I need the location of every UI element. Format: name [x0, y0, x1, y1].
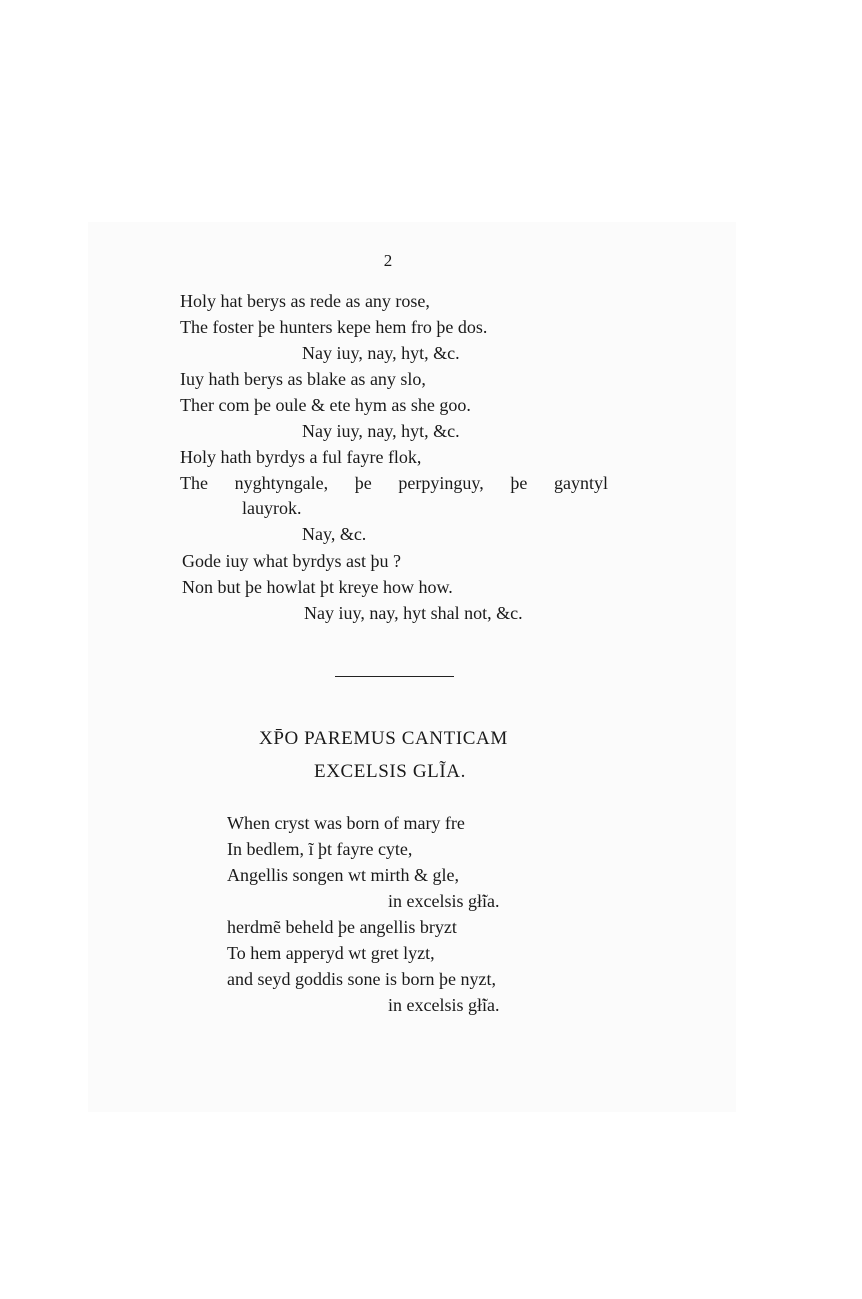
- poem1-line-1: Holy hat berys as rede as any rose,: [180, 291, 430, 311]
- poem1-line-6: [180, 472, 608, 494]
- page-number: 2: [383, 251, 393, 270]
- poem2-refrain-2: in excelsis gł̃ia.: [388, 995, 500, 1015]
- poem1-line-7: Gode iuy what byrdys ast þu ?: [182, 551, 401, 571]
- poem1-refrain-2: Nay iuy, nay, hyt, &c.: [302, 421, 460, 441]
- poem1-line-2: The foster þe hunters kepe hem fro þe dos.: [180, 317, 488, 337]
- poem2-title-line-2: EXCELSIS GLĨA.: [314, 761, 466, 782]
- poem2-line-5: To hem apperyd wt gret lyzt,: [227, 943, 435, 963]
- poem2-line-3: Angellis songen wt mirth & gle,: [227, 865, 459, 885]
- poem1-line-4: Ther com þe oule & ete hym as she goo.: [180, 395, 471, 415]
- poem1-line-8: Non but þe howlat þt kreye how how.: [182, 577, 453, 597]
- poem1-line-6-word: gayntyl: [554, 473, 608, 493]
- poem1-line-6-cont: lauyrok.: [242, 498, 302, 518]
- poem1-line-3: Iuy hath berys as blake as any slo,: [180, 369, 426, 389]
- poem1-line-6-word: nyghtyngale,: [234, 473, 329, 493]
- poem1-line-6-word: þe: [354, 473, 372, 493]
- poem2-line-1: When cryst was born of mary fre: [227, 813, 465, 833]
- poem2-title-line-1: XP̄O PAREMUS CANTICAM: [259, 728, 508, 749]
- poem2-line-6: and seyd goddis sone is born þe nyzt,: [227, 969, 496, 989]
- poem1-refrain-3: Nay, &c.: [302, 524, 367, 544]
- poem1-line-6-word: The: [180, 473, 208, 493]
- poem1-refrain-4: Nay iuy, nay, hyt shal not, &c.: [304, 603, 523, 623]
- section-divider: [335, 676, 454, 677]
- poem1-line-6-word: perpyinguy,: [398, 473, 484, 493]
- poem1-line-6-word: þe: [510, 473, 528, 493]
- poem1-refrain-1: Nay iuy, nay, hyt, &c.: [302, 343, 460, 363]
- poem2-line-4: herdmẽ beheld þe angellis bryzt: [227, 917, 457, 937]
- poem2-line-2: In bedlem, ĩ þt fayre cyte,: [227, 839, 413, 859]
- poem1-line-5: Holy hath byrdys a ful fayre flok,: [180, 447, 422, 467]
- poem2-refrain-1: in excelsis gł̃ia.: [388, 891, 500, 911]
